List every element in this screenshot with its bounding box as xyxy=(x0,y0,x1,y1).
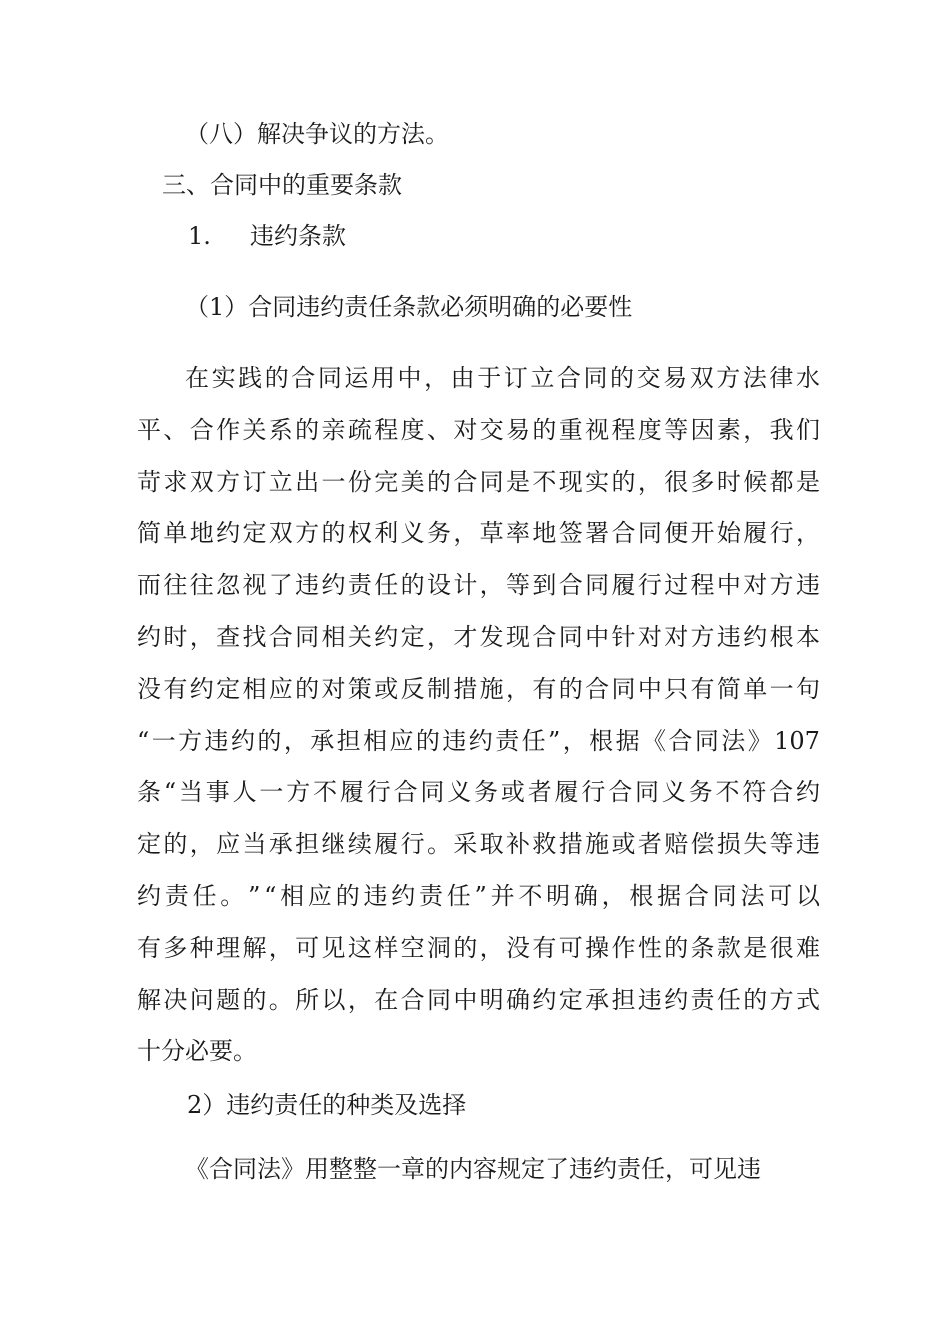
paragraph-line: 没 有 约 定 相 应 的 对 策 或 反 制 措 施 ， 有 的 合 同 中 只 有 简 单 一 句 xyxy=(137,674,820,703)
list-item-8: （八）解决争议的方法。 xyxy=(185,120,449,148)
paragraph-line: 平 、 合 作 关 系 的 亲 疏 程 度 、 对 交 易 的 重 视 程 度 等 因 素 ， 我 们 xyxy=(137,415,820,444)
subsection-title: 违约条款 xyxy=(250,222,346,250)
paragraph-line: 约 时 ， 查 找 合 同 相 关 约 定 ， 才 发 现 合 同 中 针 对 对 方 违 约 根 本 xyxy=(137,623,820,651)
paragraph-line: 简 单 地 约 定 双 方 的 权 利 义 务 ， 草 率 地 签 署 合 同 便 开 始 履 行 ， xyxy=(137,519,820,548)
section-heading: 三、合同中的重要条款 xyxy=(162,171,402,199)
paragraph-line: “ 一 方 违 约 的 ， 承 担 相 应 的 违 约 责 任 ” ， 根 据 《 合 同 法 》 107 xyxy=(137,726,820,755)
paragraph-line: 条 “ 当 事 人 一 方 不 履 行 合 同 义 务 或 者 履 行 合 同 义 务 不 符 合 约 xyxy=(137,778,820,807)
paragraph-line: 十分必要。 xyxy=(137,1037,257,1066)
paragraph-line: 有 多 种 理 解 ， 可 见 这 样 空 洞 的 ， 没 有 可 操 作 性 的 条 款 是 很 难 xyxy=(137,933,820,962)
paragraph-line: 约 责 任 。 ” “ 相 应 的 违 约 责 任 ” 并 不 明 确 ， 根 据 合 同 法 可 以 xyxy=(137,882,820,910)
paragraph-2-line: 《合同法》用整整一章的内容规定了违约责任，可见违 xyxy=(185,1155,761,1183)
paragraph-line: 而 往 往 忽 视 了 违 约 责 任 的 设 计 ， 等 到 合 同 履 行 过 程 中 对 方 违 xyxy=(137,571,820,600)
point-heading-1: （1）合同违约责任条款必须明确的必要性 xyxy=(185,293,633,321)
subsection-number: 1. xyxy=(188,222,211,250)
paragraph-line: 解 决 问 题 的 。 所 以 ， 在 合 同 中 明 确 约 定 承 担 违 约 责 任 的 方 式 xyxy=(137,985,820,1014)
paragraph-line: 在 实 践 的 合 同 运 用 中 ， 由 于 订 立 合 同 的 交 易 双 方 法 律 水 xyxy=(185,364,820,392)
point-heading-2: 2）违约责任的种类及选择 xyxy=(187,1091,467,1119)
paragraph-line: 定 的 ， 应 当 承 担 继 续 履 行 。 采 取 补 救 措 施 或 者 赔 偿 损 失 等 违 xyxy=(137,830,820,859)
paragraph-line: 苛 求 双 方 订 立 出 一 份 完 美 的 合 同 是 不 现 实 的 ， 很 多 时 候 都 是 xyxy=(137,467,820,496)
